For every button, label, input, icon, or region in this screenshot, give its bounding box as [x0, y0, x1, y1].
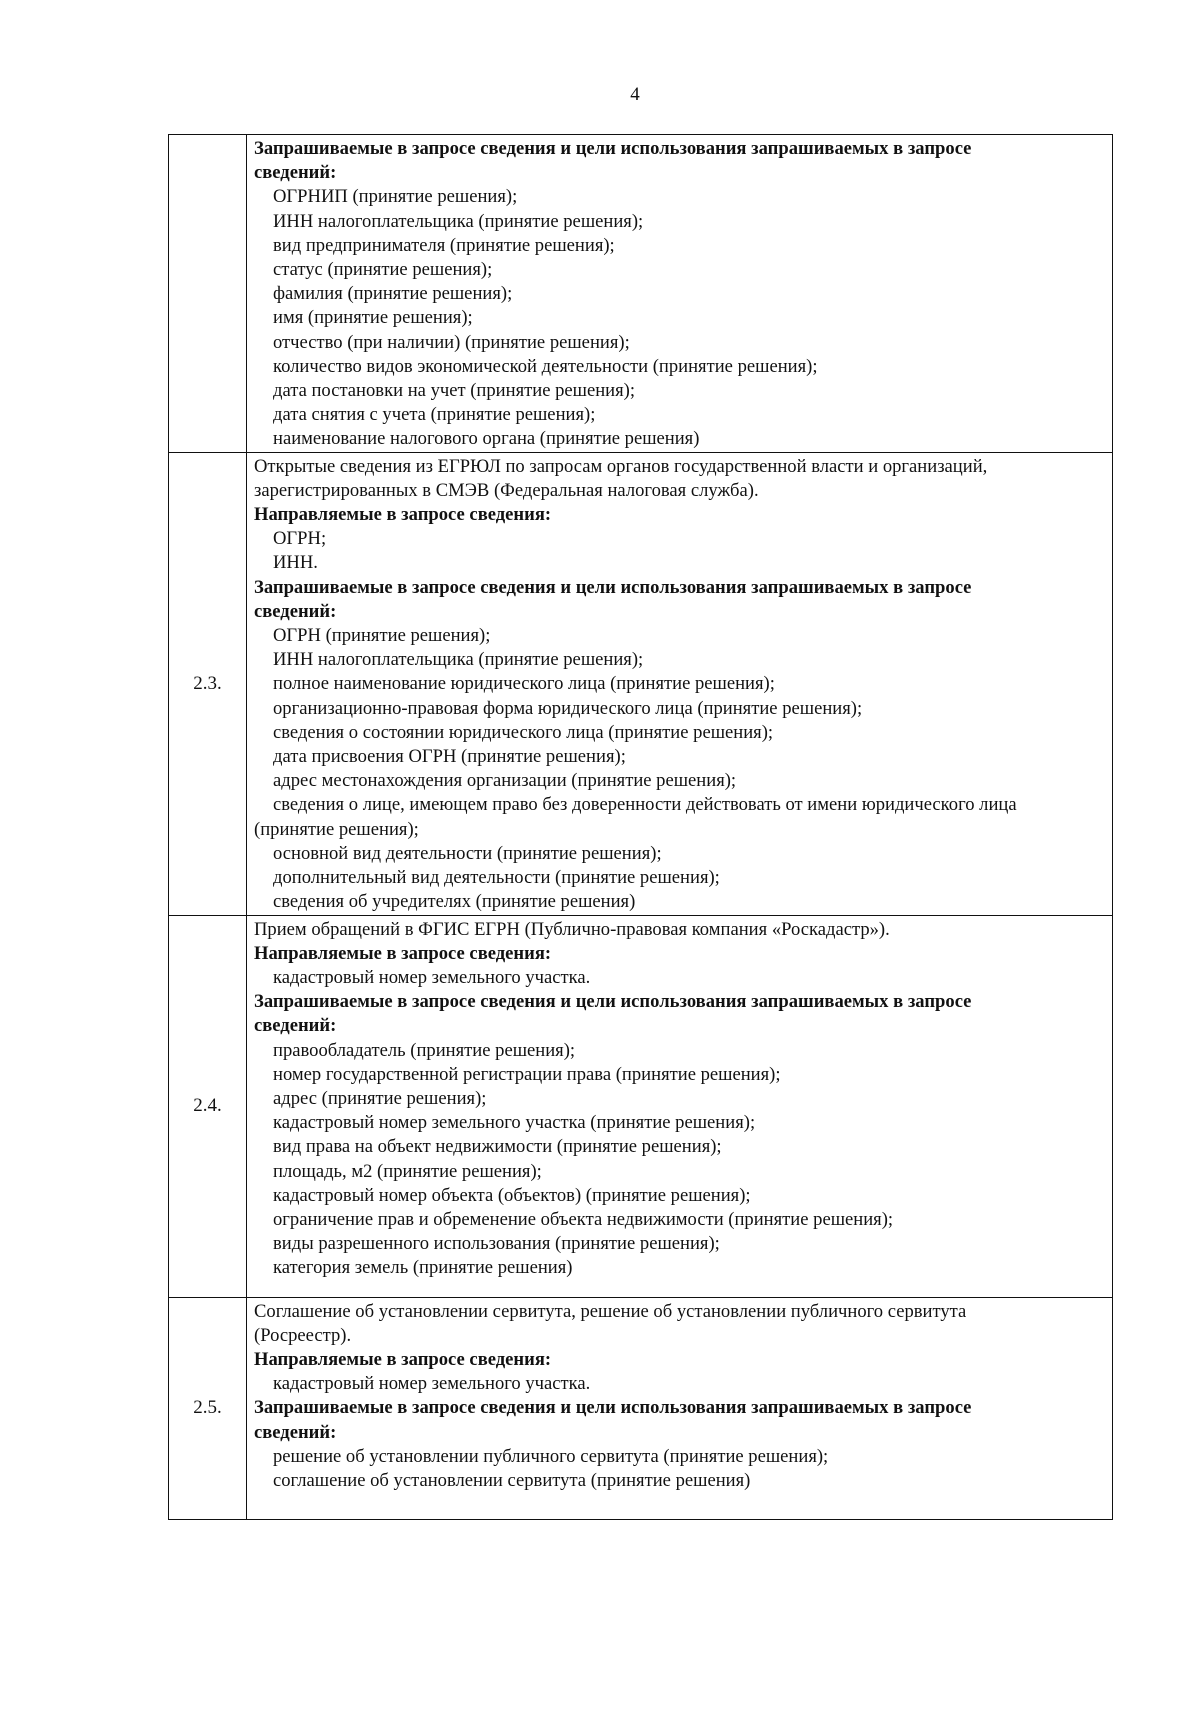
table-row [169, 1297, 1113, 1520]
text-line: дата снятия с учета (принятие решения); [273, 404, 596, 426]
text-line: адрес местонахождения организации (принятие решения); [273, 770, 737, 792]
text-line: кадастровый номер земельного участка (принятие решения); [273, 1112, 756, 1134]
text-line: сведения об учредителях (принятие решения) [273, 891, 636, 913]
page-number: 4 [630, 84, 640, 105]
section-heading: Направляемые в запросе сведения: [254, 504, 552, 526]
cell-spacer [254, 1281, 1106, 1297]
table-row [169, 452, 1113, 915]
text-line: соглашение об установлении сервитута (принятие решения) [273, 1469, 751, 1491]
text-line: адрес (принятие решения); [273, 1087, 487, 1109]
section-heading: сведений: [254, 1421, 337, 1443]
text-line: ОГРН; [273, 528, 327, 550]
row-number-cell: 2.3. [169, 452, 247, 915]
text-line: ИНН налогоплательщика (принятие решения); [273, 210, 644, 232]
text-line: наименование налогового органа (принятие решения) [273, 428, 700, 450]
section-heading: Запрашиваемые в запросе сведения и цели использования запрашиваемых в запросе [254, 576, 972, 598]
text-line: номер государственной регистрации права (принятие решения); [273, 1063, 781, 1085]
text-line: Соглашение об установлении сервитута, решение об установлении публичного сервитута [254, 1300, 967, 1322]
text-line: (Росреестр). [254, 1324, 352, 1346]
row-content-cell [247, 452, 1113, 915]
text-line: количество видов экономической деятельности (принятие решения); [273, 355, 818, 377]
section-heading: Запрашиваемые в запросе сведения и цели использования запрашиваемых в запросе [254, 138, 972, 159]
text-line: отчество (при наличии) (принятие решения); [273, 331, 630, 353]
section-heading: Запрашиваемые в запросе сведения и цели использования запрашиваемых в запросе [254, 1397, 972, 1419]
row-number-cell: 2.5. [169, 1297, 247, 1520]
text-line: вид права на объект недвижимости (принятие решения); [273, 1136, 722, 1158]
section-heading: сведений: [254, 600, 337, 622]
text-line: имя (принятие решения); [273, 307, 473, 329]
text-line: зарегистрированных в СМЭВ (Федеральная налоговая служба). [254, 479, 759, 501]
row-number-cell [169, 135, 247, 453]
text-line: виды разрешенного использования (принятие решения); [273, 1233, 720, 1255]
text-line: сведения о состоянии юридического лица (принятие решения); [273, 721, 774, 743]
section-heading: Направляемые в запросе сведения: [254, 942, 552, 964]
text-line: ИНН. [273, 552, 318, 574]
text-line: Открытые сведения из ЕГРЮЛ по запросам органов государственной власти и организаций, [254, 455, 988, 477]
text-line: сведения о лице, имеющем право без доверенности действовать от имени юридического лица [273, 794, 1017, 816]
text-line: организационно-правовая форма юридического лица (принятие решения); [273, 697, 863, 719]
text-line: ОГРНИП (принятие решения); [273, 186, 518, 208]
section-heading: Запрашиваемые в запросе сведения и цели использования запрашиваемых в запросе [254, 991, 972, 1013]
table-row [169, 915, 1113, 1297]
text-line: ограничение прав и обременение объекта недвижимости (принятие решения); [273, 1208, 894, 1230]
text-line: фамилия (принятие решения); [273, 283, 513, 305]
text-line: вид предпринимателя (принятие решения); [273, 234, 615, 256]
text-line: категория земель (принятие решения) [273, 1257, 573, 1279]
text-line: кадастровый номер земельного участка. [273, 1373, 591, 1395]
text-line: статус (принятие решения); [273, 259, 493, 281]
cell-spacer [254, 1493, 1106, 1519]
text-line: дополнительный вид деятельности (принятие решения); [273, 867, 720, 889]
text-line: решение об установлении публичного сервитута (принятие решения); [273, 1445, 829, 1467]
text-line: кадастровый номер объекта (объектов) (принятие решения); [273, 1184, 751, 1206]
text-line: площадь, м2 (принятие решения); [273, 1160, 542, 1182]
text-line: кадастровый номер земельного участка. [273, 966, 591, 988]
document-table [168, 134, 1113, 1520]
text-line: ОГРН (принятие решения); [273, 625, 491, 647]
row-content-cell [247, 915, 1113, 1297]
text-line: Прием обращений в ФГИС ЕГРН (Публично-правовая компания «Роскадастр»). [254, 918, 890, 940]
section-heading: сведений: [254, 1015, 337, 1037]
text-line: ИНН налогоплательщика (принятие решения); [273, 649, 644, 671]
text-line: основной вид деятельности (принятие решения); [273, 842, 662, 864]
text-line: дата постановки на учет (принятие решения); [273, 380, 636, 402]
text-line: полное наименование юридического лица (принятие решения); [273, 673, 775, 695]
text-line: правообладатель (принятие решения); [273, 1039, 576, 1061]
section-heading: Направляемые в запросе сведения: [254, 1348, 552, 1370]
table-row [169, 135, 1113, 453]
text-line: дата присвоения ОГРН (принятие решения); [273, 746, 626, 768]
text-line: (принятие решения); [254, 818, 419, 840]
row-content-cell [247, 135, 1113, 453]
row-number-cell: 2.4. [169, 915, 247, 1297]
section-heading: сведений: [254, 162, 337, 184]
row-content-cell [247, 1297, 1113, 1520]
